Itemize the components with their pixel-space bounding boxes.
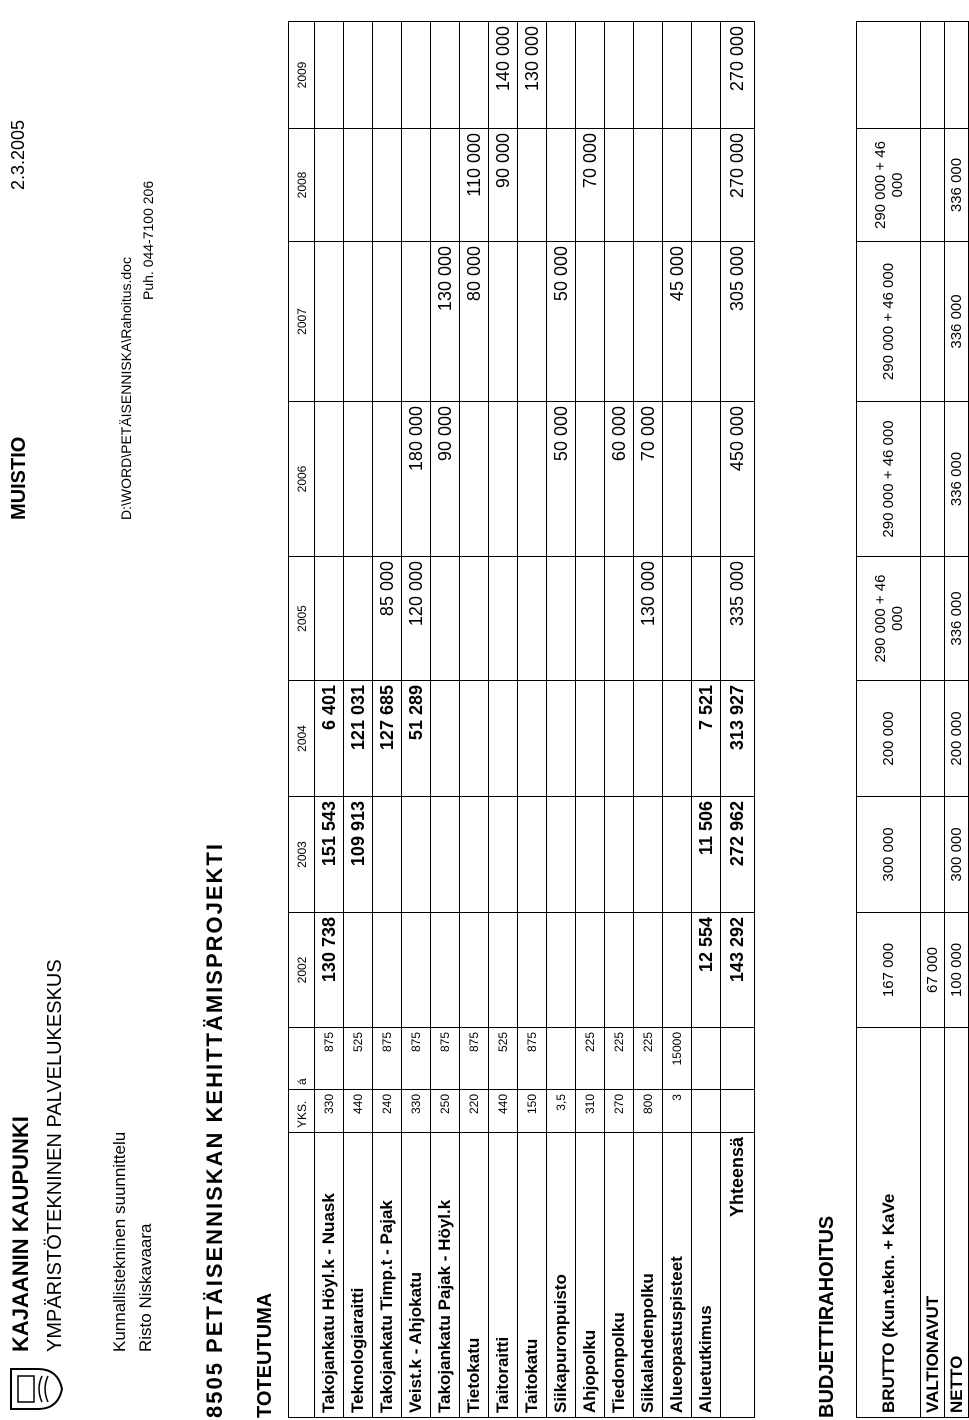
table-cell — [344, 913, 373, 1028]
table-cell — [315, 402, 344, 557]
document-type: MUISTIO — [8, 436, 30, 520]
table-row — [402, 22, 431, 1418]
col-header: YKS. — [289, 1090, 315, 1133]
table-cell — [460, 913, 489, 1028]
row-label: Ahjopolku — [576, 1133, 605, 1418]
table-cell: 50 000 — [547, 402, 576, 557]
table-cell — [634, 681, 663, 797]
table-cell: 130 000 — [518, 22, 547, 129]
table-cell — [605, 913, 634, 1028]
table-cell: 336 000 — [945, 402, 969, 557]
toteutuma-table — [288, 21, 755, 1418]
table-row — [431, 22, 460, 1418]
col-header: 2004 — [289, 681, 315, 797]
table-cell — [402, 797, 431, 913]
table-cell: 270 — [605, 1090, 634, 1133]
table-cell: 300 000 — [857, 797, 921, 913]
table-cell: 60 000 — [605, 402, 634, 557]
table-cell — [402, 22, 431, 129]
table-cell — [634, 797, 663, 913]
total-cell: 450 000 — [721, 402, 755, 557]
table-cell — [489, 797, 518, 913]
table-cell — [518, 913, 547, 1028]
table-cell: 121 031 — [344, 681, 373, 797]
table-cell: 200 000 — [945, 681, 969, 797]
table-cell: 6 401 — [315, 681, 344, 797]
table-cell — [518, 797, 547, 913]
table-row — [489, 22, 518, 1418]
table-cell — [547, 681, 576, 797]
row-label: BRUTTO (Kun.tekn. + KaVe — [857, 1028, 921, 1418]
department-name: YMPÄRISTÖTEKNINEN PALVELUKESKUS — [44, 959, 66, 1352]
table-cell: 109 913 — [344, 797, 373, 913]
table-cell: 7 521 — [692, 681, 721, 797]
table-cell: 150 — [518, 1090, 547, 1133]
table-row — [605, 22, 634, 1418]
table-cell: 151 543 — [315, 797, 344, 913]
table-cell: 310 — [576, 1090, 605, 1133]
table-cell — [431, 129, 460, 242]
row-label: Takojankatu Höyl.k - Nuask — [315, 1133, 344, 1418]
table-cell: 240 — [373, 1090, 402, 1133]
table-cell: 130 738 — [315, 913, 344, 1028]
author-name: Risto Niskavaara — [136, 1223, 155, 1352]
table-cell — [344, 242, 373, 402]
total-cell: 335 000 — [721, 557, 755, 681]
col-header: 2008 — [289, 129, 315, 242]
table-cell — [373, 242, 402, 402]
table-cell: 300 000 — [945, 797, 969, 913]
document-date: 2.3.2005 — [8, 119, 28, 190]
total-cell: 272 962 — [721, 797, 755, 913]
table-row — [344, 22, 373, 1418]
table-cell — [489, 681, 518, 797]
table-cell — [431, 797, 460, 913]
table-cell: 70 000 — [576, 129, 605, 242]
table-cell — [692, 557, 721, 681]
table-cell: 290 000 + 46 000 — [857, 557, 921, 681]
table-cell — [315, 557, 344, 681]
row-label: NETTO — [945, 1028, 969, 1418]
table-cell — [344, 402, 373, 557]
table-cell — [518, 681, 547, 797]
table-cell — [547, 913, 576, 1028]
total-row — [721, 22, 755, 1418]
table-row — [692, 22, 721, 1418]
table-cell: 110 000 — [460, 129, 489, 242]
table-cell: 130 000 — [431, 242, 460, 402]
table-cell: 140 000 — [489, 22, 518, 129]
table-cell — [460, 681, 489, 797]
table-cell: 525 — [489, 1028, 518, 1090]
table-cell — [518, 129, 547, 242]
row-label: Tiedonpolku — [605, 1133, 634, 1418]
table-cell — [547, 22, 576, 129]
row-label: VALTIONAVUT — [921, 1028, 945, 1418]
row-label: Siikalahdenpolku — [634, 1133, 663, 1418]
table-cell — [576, 22, 605, 129]
city-coat-of-arms-icon — [8, 1366, 64, 1412]
table-cell — [663, 402, 692, 557]
table-cell — [460, 402, 489, 557]
table-cell: 167 000 — [857, 913, 921, 1028]
table-cell: 80 000 — [460, 242, 489, 402]
table-cell: 875 — [373, 1028, 402, 1090]
table-cell: 225 — [634, 1028, 663, 1090]
table-cell — [460, 22, 489, 129]
total-cell: 143 292 — [721, 913, 755, 1028]
table-cell: 440 — [344, 1090, 373, 1133]
table-cell: 225 — [605, 1028, 634, 1090]
table-cell — [663, 557, 692, 681]
table-cell — [315, 242, 344, 402]
table-cell: 875 — [460, 1028, 489, 1090]
table-cell: 336 000 — [945, 557, 969, 681]
table-cell — [460, 797, 489, 913]
table-cell: 220 — [460, 1090, 489, 1133]
table-cell — [576, 681, 605, 797]
table-cell: 330 — [315, 1090, 344, 1133]
table-cell: 290 000 + 46 000 — [857, 402, 921, 557]
project-title: 8505 PETÄISENNISKAN KEHITTÄMISPROJEKTI — [202, 842, 227, 1418]
table-cell — [431, 913, 460, 1028]
table-cell: 250 — [431, 1090, 460, 1133]
table-cell — [634, 22, 663, 129]
col-header: 2003 — [289, 797, 315, 913]
table-cell: 180 000 — [402, 402, 431, 557]
table-cell — [431, 681, 460, 797]
table-cell — [402, 913, 431, 1028]
row-label: Takojankatu Pajak - Höyl.k — [431, 1133, 460, 1418]
table-cell: 875 — [315, 1028, 344, 1090]
table-cell — [663, 22, 692, 129]
table-row — [518, 22, 547, 1418]
table-row — [945, 22, 969, 1418]
table-cell: 11 506 — [692, 797, 721, 913]
table-cell — [634, 242, 663, 402]
table-cell — [489, 242, 518, 402]
table-cell: 225 — [576, 1028, 605, 1090]
table-cell — [373, 913, 402, 1028]
total-cell: 313 927 — [721, 681, 755, 797]
table-cell: 330 — [402, 1090, 431, 1133]
table-cell — [431, 22, 460, 129]
table-cell — [344, 129, 373, 242]
table-cell — [663, 797, 692, 913]
table-cell — [431, 557, 460, 681]
table-cell: 200 000 — [857, 681, 921, 797]
row-label: Tietokatu — [460, 1133, 489, 1418]
file-path: D:\WORD\PETÄISENNISKA\Rahoitus.doc — [118, 257, 134, 520]
table-cell — [921, 557, 945, 681]
table-cell: 127 685 — [373, 681, 402, 797]
org-name: KAJAANIN KAUPUNKI — [8, 1116, 33, 1352]
table-cell — [921, 402, 945, 557]
table-cell: 50 000 — [547, 242, 576, 402]
table-cell — [921, 242, 945, 402]
table-cell — [921, 797, 945, 913]
budjetti-table — [856, 21, 969, 1418]
table-cell — [402, 242, 431, 402]
table-cell — [663, 913, 692, 1028]
budjetti-heading: BUDJETTIRAHOITUS — [816, 1215, 838, 1418]
table-cell — [921, 22, 945, 129]
row-label: Siikapuronpuisto — [547, 1133, 576, 1418]
table-cell — [344, 22, 373, 129]
table-cell — [721, 1090, 755, 1133]
table-cell — [373, 402, 402, 557]
table-row — [857, 22, 921, 1418]
table-cell — [634, 129, 663, 242]
table-cell — [344, 557, 373, 681]
phone-number: Puh. 044-7100 206 — [140, 180, 156, 300]
table-cell — [692, 129, 721, 242]
table-cell — [721, 1028, 755, 1090]
table-cell — [634, 913, 663, 1028]
table-cell: 336 000 — [945, 242, 969, 402]
table-cell: 90 000 — [489, 129, 518, 242]
table-cell: 67 000 — [921, 913, 945, 1028]
table-cell: 45 000 — [663, 242, 692, 402]
author-role: Kunnallistekninen suunnittelu — [110, 1131, 129, 1352]
table-cell — [605, 22, 634, 129]
table-cell — [489, 557, 518, 681]
table-cell — [547, 797, 576, 913]
total-cell: 270 000 — [721, 129, 755, 242]
table-cell — [576, 797, 605, 913]
row-label: Aluetutkimus — [692, 1133, 721, 1418]
table-row — [576, 22, 605, 1418]
table-cell — [857, 22, 921, 129]
table-cell — [373, 22, 402, 129]
table-cell — [605, 557, 634, 681]
table-cell: 290 000 + 46 000 — [857, 129, 921, 242]
row-label: Alueopastuspisteet — [663, 1133, 692, 1418]
table-cell — [518, 402, 547, 557]
col-header: 2006 — [289, 402, 315, 557]
col-header: 2005 — [289, 557, 315, 681]
table-cell: 875 — [431, 1028, 460, 1090]
toteutuma-heading: TOTEUTUMA — [254, 1292, 276, 1418]
header-row — [289, 22, 315, 1418]
table-cell — [921, 129, 945, 242]
col-header: 2007 — [289, 242, 315, 402]
table-cell — [547, 1028, 576, 1090]
total-cell: 270 000 — [721, 22, 755, 129]
table-cell: 12 554 — [692, 913, 721, 1028]
table-cell — [605, 242, 634, 402]
table-cell — [692, 1090, 721, 1133]
table-row — [921, 22, 945, 1418]
col-header: 2002 — [289, 913, 315, 1028]
table-cell — [402, 129, 431, 242]
table-cell — [576, 242, 605, 402]
table-cell: 3 — [663, 1090, 692, 1133]
table-cell — [605, 797, 634, 913]
table-cell — [692, 242, 721, 402]
table-cell: 875 — [402, 1028, 431, 1090]
table-cell — [945, 22, 969, 129]
row-label: Teknologiaraitti — [344, 1133, 373, 1418]
table-cell — [576, 913, 605, 1028]
table-cell — [373, 797, 402, 913]
row-label: Taitokatu — [518, 1133, 547, 1418]
table-cell: 15000 — [663, 1028, 692, 1090]
col-header — [289, 1133, 315, 1418]
table-cell: 130 000 — [634, 557, 663, 681]
total-label: Yhteensä — [721, 1133, 755, 1418]
table-cell — [547, 557, 576, 681]
row-label: Taitoraitti — [489, 1133, 518, 1418]
table-row — [373, 22, 402, 1418]
row-label: Veist.k - Ahjokatu — [402, 1133, 431, 1418]
table-row — [634, 22, 663, 1418]
table-cell — [547, 129, 576, 242]
table-cell: 120 000 — [402, 557, 431, 681]
table-cell — [518, 557, 547, 681]
table-cell: 290 000 + 46 000 — [857, 242, 921, 402]
table-cell: 90 000 — [431, 402, 460, 557]
table-cell: 440 — [489, 1090, 518, 1133]
table-cell: 336 000 — [945, 129, 969, 242]
table-cell — [663, 681, 692, 797]
table-cell — [518, 242, 547, 402]
table-cell — [692, 22, 721, 129]
table-cell — [460, 557, 489, 681]
table-cell: 875 — [518, 1028, 547, 1090]
table-row — [547, 22, 576, 1418]
table-cell — [921, 681, 945, 797]
table-row — [460, 22, 489, 1418]
table-cell — [489, 913, 518, 1028]
table-cell — [605, 681, 634, 797]
table-cell: 800 — [634, 1090, 663, 1133]
table-cell: 85 000 — [373, 557, 402, 681]
table-cell — [692, 402, 721, 557]
table-cell — [576, 402, 605, 557]
table-cell — [663, 129, 692, 242]
total-cell: 305 000 — [721, 242, 755, 402]
col-header: á — [289, 1028, 315, 1090]
table-cell: 525 — [344, 1028, 373, 1090]
table-cell: 70 000 — [634, 402, 663, 557]
table-cell — [315, 22, 344, 129]
row-label: Takojankatu Timp.t - Pajak — [373, 1133, 402, 1418]
table-row — [315, 22, 344, 1418]
table-cell: 51 289 — [402, 681, 431, 797]
table-cell — [489, 402, 518, 557]
table-row — [663, 22, 692, 1418]
table-cell: 3,5 — [547, 1090, 576, 1133]
table-cell — [373, 129, 402, 242]
col-header: 2009 — [289, 22, 315, 129]
table-cell — [576, 557, 605, 681]
table-cell: 100 000 — [945, 913, 969, 1028]
table-cell — [315, 129, 344, 242]
table-cell — [692, 1028, 721, 1090]
table-cell — [605, 129, 634, 242]
